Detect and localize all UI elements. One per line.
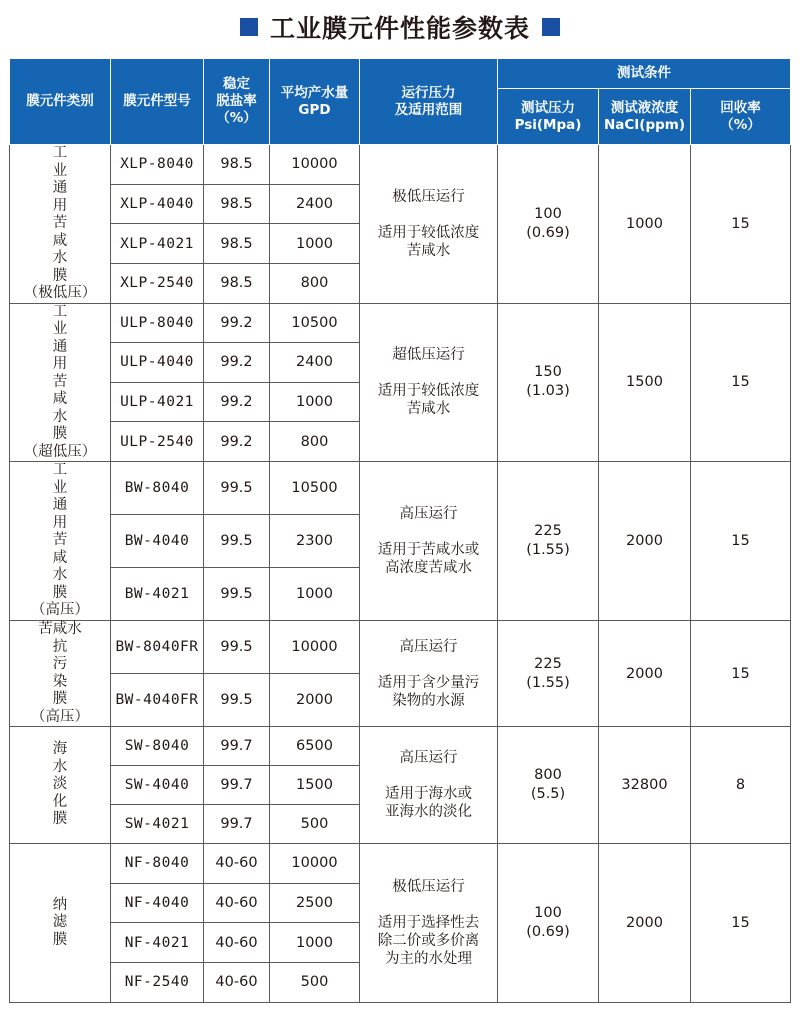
category-cell: 工 业 通 用 苦 咸 水 膜 （高压） [10,462,111,621]
category-cell: 工 业 通 用 苦 咸 水 膜 （极低压） [10,145,111,304]
model-cell: BW-8040FR [111,621,204,674]
rejection-cell: 99.5 [204,462,270,515]
model-cell: BW-4021 [111,568,204,621]
application-text: 适用于苦咸水或 高浓度苦咸水 [377,542,480,576]
application-text: 适用于较低浓度 苦咸水 [377,224,480,259]
recovery-cell: 15 [691,145,791,304]
header-recovery: 回收率 （%） [691,89,791,145]
recovery-cell: 15 [691,621,791,727]
test-pressure-cell: 800 (5.5) [498,727,599,844]
test-concentration-cell: 1000 [599,145,691,304]
header-flow: 平均产水量 GPD [270,59,360,145]
test-concentration-cell: 1500 [599,303,691,462]
application-text: 适用于含少量污 染物的水源 [377,674,480,709]
title-square-left-icon [240,18,258,36]
header-test-concentration: 测试液浓度 NaCI(ppm) [599,89,691,145]
operation-cell [360,727,498,844]
operation-cell [360,462,498,621]
header-model: 膜元件型号 [111,59,204,145]
test-concentration-cell: 2000 [599,844,691,1003]
rejection-cell: 99.5 [204,515,270,568]
title-bar [0,0,800,54]
flow-cell: 6500 [270,727,360,766]
spec-table [9,58,791,1003]
flow-cell: 10000 [270,844,360,884]
rejection-cell: 98.5 [204,184,270,224]
operation-cell [360,145,498,304]
header-test-pressure: 测试压力 Psi(Mpa) [498,89,599,145]
rejection-cell: 99.5 [204,621,270,674]
operation-cell [360,621,498,727]
operation-mode: 高压运行 [399,750,458,766]
title-square-right-icon [542,18,560,36]
test-pressure-cell: 225 (1.55) [498,462,599,621]
model-cell: SW-4040 [111,766,204,805]
flow-cell: 800 [270,263,360,303]
operation-mode: 超低压运行 [392,347,465,364]
model-cell: SW-4021 [111,805,204,844]
table-header [10,59,791,145]
table-row [10,303,791,343]
test-pressure-cell: 100 (0.69) [498,145,599,304]
rejection-cell: 40-60 [204,963,270,1003]
test-concentration-cell: 32800 [599,727,691,844]
flow-cell: 2500 [270,883,360,923]
rejection-cell: 40-60 [204,923,270,963]
model-cell: SW-8040 [111,727,204,766]
table-row [10,145,791,185]
flow-cell: 2000 [270,674,360,727]
rejection-cell: 99.2 [204,303,270,343]
model-cell: XLP-4040 [111,184,204,224]
operation-cell [360,844,498,1003]
header-category: 膜元件类别 [10,59,111,145]
model-cell: NF-8040 [111,844,204,884]
operation-mode: 极低压运行 [392,878,465,895]
rejection-cell: 99.7 [204,805,270,844]
rejection-cell: 99.5 [204,674,270,727]
operation-mode: 高压运行 [399,506,458,522]
flow-cell: 10000 [270,145,360,185]
table-row [10,621,791,674]
model-cell: ULP-4040 [111,343,204,383]
header-rejection: 稳定 脱盐率 （%） [204,59,270,145]
flow-cell: 800 [270,422,360,462]
rejection-cell: 99.7 [204,766,270,805]
table-row [10,727,791,766]
application-text: 适用于海水或 亚海水的淡化 [385,786,472,820]
model-cell: NF-2540 [111,963,204,1003]
model-cell: ULP-2540 [111,422,204,462]
flow-cell: 2400 [270,184,360,224]
flow-cell: 1000 [270,382,360,422]
model-cell: BW-4040 [111,515,204,568]
category-cell: 纳 滤 膜 [10,844,111,1003]
table-row [10,844,791,884]
rejection-cell: 98.5 [204,263,270,303]
test-concentration-cell: 2000 [599,621,691,727]
category-cell: 海 水 淡 化 膜 [10,727,111,844]
flow-cell: 2300 [270,515,360,568]
test-pressure-cell: 100 (0.69) [498,844,599,1003]
rejection-cell: 99.7 [204,727,270,766]
flow-cell: 10000 [270,621,360,674]
recovery-cell: 15 [691,462,791,621]
flow-cell: 10500 [270,462,360,515]
application-text: 适用于较低浓度 苦咸水 [377,383,480,418]
model-cell: NF-4021 [111,923,204,963]
model-cell: XLP-4021 [111,224,204,264]
flow-cell: 1500 [270,766,360,805]
model-cell: NF-4040 [111,883,204,923]
flow-cell: 1000 [270,224,360,264]
model-cell: XLP-8040 [111,145,204,185]
page-title: 工业膜元件性能参数表 [269,14,530,43]
flow-cell: 500 [270,963,360,1003]
model-cell: ULP-8040 [111,303,204,343]
rejection-cell: 98.5 [204,145,270,185]
operation-mode: 极低压运行 [392,188,465,205]
category-cell: 工 业 通 用 苦 咸 水 膜 （超低压） [10,303,111,462]
test-concentration-cell: 2000 [599,462,691,621]
table-body [10,145,791,1003]
category-cell: 苦咸水 抗 污 染 膜 （高压） [10,621,111,727]
rejection-cell: 99.2 [204,343,270,383]
model-cell: ULP-4021 [111,382,204,422]
flow-cell: 1000 [270,568,360,621]
flow-cell: 2400 [270,343,360,383]
model-cell: BW-8040 [111,462,204,515]
operation-cell [360,303,498,462]
model-cell: XLP-2540 [111,263,204,303]
application-text: 适用于选择性去 除二价或多价离 为主的水处理 [377,914,480,967]
table-row [10,462,791,515]
test-pressure-cell: 225 (1.55) [498,621,599,727]
test-pressure-cell: 150 (1.03) [498,303,599,462]
rejection-cell: 99.5 [204,568,270,621]
rejection-cell: 98.5 [204,224,270,264]
flow-cell: 1000 [270,923,360,963]
operation-mode: 高压运行 [399,638,458,655]
model-cell: BW-4040FR [111,674,204,727]
recovery-cell: 15 [691,844,791,1003]
rejection-cell: 99.2 [204,382,270,422]
recovery-cell: 8 [691,727,791,844]
header-pressure: 运行压力 及适用范围 [360,59,498,145]
rejection-cell: 40-60 [204,844,270,884]
flow-cell: 10500 [270,303,360,343]
recovery-cell: 15 [691,303,791,462]
flow-cell: 500 [270,805,360,844]
rejection-cell: 40-60 [204,883,270,923]
header-test-conditions: 测试条件 [498,59,791,89]
rejection-cell: 99.2 [204,422,270,462]
